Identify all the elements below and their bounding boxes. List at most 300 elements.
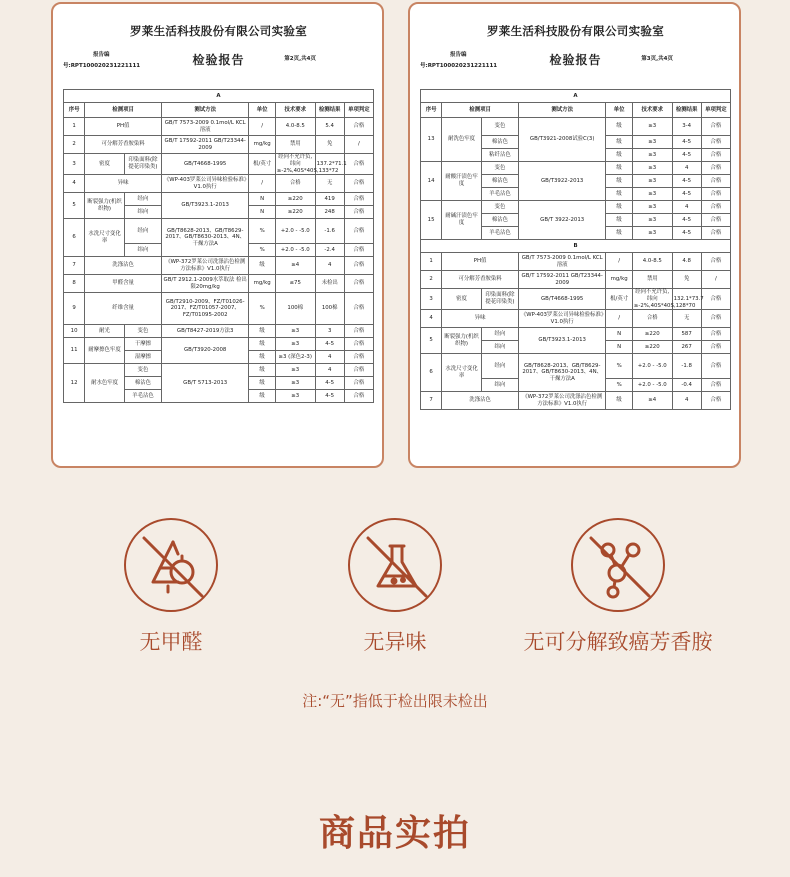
column-header: 序号 xyxy=(64,103,85,118)
cell-verdict: 合格 xyxy=(701,392,730,410)
report-title: 检验报告 xyxy=(549,53,602,67)
cell-unit: 级 xyxy=(606,392,632,410)
cell-verdict: 合格 xyxy=(344,257,373,275)
table-row xyxy=(64,275,374,293)
cell-test-item: 断裂强力(机织织物) xyxy=(442,328,482,354)
cell-verdict: 合格 xyxy=(701,310,730,328)
cell-result: 419 xyxy=(315,193,344,206)
table-row xyxy=(64,325,374,338)
test-report-page-2 xyxy=(51,2,384,468)
section-label: B xyxy=(421,240,731,253)
table-row xyxy=(64,136,374,154)
cell-test-method: GB/T4668-1995 xyxy=(161,154,248,175)
cell-verdict: 合格 xyxy=(344,175,373,193)
feature-no-formaldehyde xyxy=(56,518,286,656)
cell-requirement: ≥3 xyxy=(632,149,672,162)
column-header: 单项判定 xyxy=(701,103,730,118)
report-title: 检验报告 xyxy=(192,53,245,67)
cell-test-method: GB/T2910-2009、FZ/T01026-2017、FZ/T01057-2007、FZ/T01095-2002 xyxy=(161,293,248,325)
feature-label: 无异味 xyxy=(363,630,427,654)
cell-index: 9 xyxy=(64,293,85,325)
cell-index: 4 xyxy=(421,310,442,328)
cell-requirement: ≥3 xyxy=(632,162,672,175)
cell-test-method: GB/T 17592-2011 GB/T23344-2009 xyxy=(518,271,605,289)
cell-verdict: 合格 xyxy=(701,328,730,341)
cell-verdict: 合格 xyxy=(701,253,730,271)
report-number-caption: 报告编 xyxy=(93,52,110,58)
cell-requirement: +2.0 - -5.0 xyxy=(632,354,672,379)
table-row xyxy=(64,364,374,377)
cell-verdict: 合格 xyxy=(344,219,373,244)
column-header: 检测项目 xyxy=(85,103,162,118)
cell-requirement: +2.0 - -5.0 xyxy=(275,219,315,244)
cell-result: 4-5 xyxy=(672,227,701,240)
cell-verdict: 合格 xyxy=(701,149,730,162)
cell-requirement: ≥3 xyxy=(632,175,672,188)
cell-sub-item: 印染面料(除提花印染类) xyxy=(481,289,518,310)
cell-verdict: 合格 xyxy=(344,154,373,175)
table-header-row xyxy=(421,103,731,118)
cell-test-method: GB/T3922-2013 xyxy=(518,162,605,201)
cell-requirement: ≥3 xyxy=(275,364,315,377)
cell-unit: 级 xyxy=(606,149,632,162)
cell-test-item: 水洗尺寸变化率 xyxy=(442,354,482,392)
report-number: 号:RPT100020231221111 xyxy=(63,63,141,69)
cell-sub-item: 棉沾色 xyxy=(481,175,518,188)
cell-unit: 级 xyxy=(606,214,632,227)
report-header xyxy=(420,49,731,89)
cell-test-item: 洗涤沾色 xyxy=(85,257,162,275)
cell-result: 132.1*73.7 xyxy=(672,289,701,310)
cell-verdict: / xyxy=(701,271,730,289)
section-label: A xyxy=(64,90,374,103)
cell-result: -0.4 xyxy=(672,379,701,392)
table-row xyxy=(64,118,374,136)
table-row xyxy=(421,201,731,214)
cell-sub-item: 棉沾色 xyxy=(124,377,161,390)
cell-test-item: 密度 xyxy=(442,289,482,310)
cell-unit: 根/英寸 xyxy=(606,289,632,310)
cell-verdict: 合格 xyxy=(344,390,373,403)
cell-sub-item: 棉沾色 xyxy=(481,136,518,149)
cell-unit: mg/kg xyxy=(249,275,275,293)
cell-unit: 级 xyxy=(606,201,632,214)
cell-index: 4 xyxy=(64,175,85,193)
cell-unit: / xyxy=(249,175,275,193)
cell-requirement: ≥3 xyxy=(275,377,315,390)
cell-unit: 级 xyxy=(606,188,632,201)
cell-test-item: 可分解芳香胺染料 xyxy=(442,271,519,289)
cell-result: 4 xyxy=(672,162,701,175)
cell-index: 5 xyxy=(64,193,85,219)
cell-verdict: 合格 xyxy=(701,341,730,354)
cell-requirement: ≥4 xyxy=(275,257,315,275)
cell-unit: % xyxy=(249,244,275,257)
cell-unit: 级 xyxy=(606,136,632,149)
feature-no-carcinogenic-amine xyxy=(503,518,733,656)
report-page-indicator: 第3页,共4页 xyxy=(641,56,673,62)
cell-test-item: 异味 xyxy=(85,175,162,193)
cell-sub-item: 纬向 xyxy=(124,244,161,257)
cell-unit: 级 xyxy=(249,325,275,338)
cell-requirement: ≥3 xyxy=(632,227,672,240)
cell-result: -1.8 xyxy=(672,354,701,379)
cell-requirement: ≥3 (深色2-3) xyxy=(275,351,315,364)
cell-requirement: 合格 xyxy=(275,175,315,193)
section-row xyxy=(421,90,731,103)
cell-verdict: 合格 xyxy=(344,377,373,390)
no-carcinogenic-amine-icon xyxy=(571,518,665,612)
cell-test-method: 《WP-403罗莱公司异味检验标准》V1.0执行 xyxy=(518,310,605,328)
cell-index: 14 xyxy=(421,162,442,201)
column-header: 测试方法 xyxy=(518,103,605,118)
cell-test-method: GB/T 3922-2013 xyxy=(518,201,605,240)
cell-verdict: 合格 xyxy=(344,293,373,325)
cell-result: 4.8 xyxy=(672,253,701,271)
cell-requirement: ≥4 xyxy=(632,392,672,410)
cell-test-method: GB/T 2912.1-2009水萃取法 检出限20mg/kg xyxy=(161,275,248,293)
cell-requirement: +2.0 - -5.0 xyxy=(275,244,315,257)
cell-unit: / xyxy=(606,310,632,328)
cell-verdict: 合格 xyxy=(701,227,730,240)
cell-index: 6 xyxy=(421,354,442,392)
cell-verdict: 合格 xyxy=(344,351,373,364)
feature-label: 无可分解致癌芳香胺 xyxy=(523,630,713,654)
cell-result: 未检出 xyxy=(315,275,344,293)
cell-index: 11 xyxy=(64,338,85,364)
cell-requirement: 100棉 xyxy=(275,293,315,325)
cell-verdict: 合格 xyxy=(701,214,730,227)
cell-result: 5.4 xyxy=(315,118,344,136)
cell-sub-item: 经向 xyxy=(481,354,518,379)
cell-unit: 级 xyxy=(249,351,275,364)
cell-unit: / xyxy=(249,118,275,136)
cell-sub-item: 纬向 xyxy=(124,206,161,219)
cell-result: 4 xyxy=(315,351,344,364)
cell-test-method: GB/T 7573-2009 0.1mol/L KCL溶液 xyxy=(161,118,248,136)
safety-features xyxy=(0,518,790,668)
cell-sub-item: 经向 xyxy=(124,193,161,206)
cell-index: 10 xyxy=(64,325,85,338)
cell-result: 无 xyxy=(315,175,344,193)
cell-requirement: ≥3 xyxy=(275,325,315,338)
cell-requirement: 合格 xyxy=(632,310,672,328)
table-row xyxy=(64,257,374,275)
no-formaldehyde-icon xyxy=(124,518,218,612)
table-row xyxy=(64,175,374,193)
cell-verdict: / xyxy=(344,136,373,154)
cell-test-item: 耐摩擦色牢度 xyxy=(85,338,125,364)
cell-unit: N xyxy=(249,193,275,206)
report-organization: 罗莱生活科技股份有限公司实验室 xyxy=(487,24,664,38)
table-row xyxy=(64,219,374,244)
cell-unit: 级 xyxy=(249,257,275,275)
cell-result: 4-5 xyxy=(672,175,701,188)
cell-test-method: GB/T8628-2013、GB/T8629-2017、GB/T8630-2013、4N、干燥方法A xyxy=(161,219,248,257)
cell-sub-item: 纬向 xyxy=(481,379,518,392)
cell-requirement: ≥3 xyxy=(632,201,672,214)
cell-requirement: ≥220 xyxy=(632,341,672,354)
table-row xyxy=(64,193,374,206)
column-header: 检测项目 xyxy=(442,103,519,118)
cell-test-method: GB/T3923.1-2013 xyxy=(161,193,248,219)
section-label: A xyxy=(421,90,731,103)
cell-unit: mg/kg xyxy=(606,271,632,289)
table-row xyxy=(64,154,374,175)
cell-sub-item: 羊毛沾色 xyxy=(124,390,161,403)
table-row xyxy=(421,328,731,341)
cell-unit: 根/英寸 xyxy=(249,154,275,175)
cell-verdict: 合格 xyxy=(344,364,373,377)
section-row xyxy=(64,90,374,103)
cell-unit: / xyxy=(606,253,632,271)
cell-test-item: 异味 xyxy=(442,310,519,328)
cell-result: 248 xyxy=(315,206,344,219)
cell-result: 无 xyxy=(672,310,701,328)
cell-result: 4-5 xyxy=(672,188,701,201)
cell-requirement: ≥3 xyxy=(632,188,672,201)
cell-test-method: GB/T 17592-2011 GB/T23344-2009 xyxy=(161,136,248,154)
report-header xyxy=(63,49,374,89)
table-row xyxy=(421,271,731,289)
cell-result: 587 xyxy=(672,328,701,341)
cell-index: 1 xyxy=(64,118,85,136)
cell-test-item: 耐酸汗渍色牢度 xyxy=(442,162,482,201)
cell-sub-item: 变色 xyxy=(481,118,518,136)
cell-result: -1.6 xyxy=(315,219,344,244)
report-table xyxy=(63,89,374,403)
cell-result: 100棉 xyxy=(315,293,344,325)
section-title-product-photos: 商品实拍 xyxy=(318,813,471,854)
column-header: 检测结果 xyxy=(315,103,344,118)
cell-requirement: 4.0-8.5 xyxy=(275,118,315,136)
cell-sub-item: 纬向 xyxy=(481,341,518,354)
cell-result: 267 xyxy=(672,341,701,354)
cell-result: 免 xyxy=(315,136,344,154)
table-row xyxy=(421,354,731,379)
cell-verdict: 合格 xyxy=(344,118,373,136)
cell-result: 137.2*71.1 xyxy=(315,154,344,175)
cell-result: 4-5 xyxy=(315,377,344,390)
cell-sub-item: 干摩擦 xyxy=(124,338,161,351)
cell-index: 3 xyxy=(421,289,442,310)
cell-sub-item: 经向 xyxy=(124,219,161,244)
table-row xyxy=(421,289,731,310)
cell-test-item: 耐洗色牢度 xyxy=(442,118,482,162)
cell-requirement: 经向不允许负,纬向≥-2%,40S*40S,133*72 xyxy=(276,154,339,174)
cell-verdict: 合格 xyxy=(344,193,373,206)
cell-sub-item: 变色 xyxy=(124,325,161,338)
cell-result: 4-5 xyxy=(315,390,344,403)
cell-unit: % xyxy=(249,219,275,244)
cell-index: 2 xyxy=(421,271,442,289)
cell-verdict: 合格 xyxy=(701,175,730,188)
table-row xyxy=(64,338,374,351)
cell-test-method: GB/T4668-1995 xyxy=(518,289,605,310)
cell-test-method: GB/T3920-2008 xyxy=(161,338,248,364)
cell-requirement: ≥220 xyxy=(275,206,315,219)
cell-unit: % xyxy=(606,354,632,379)
cell-test-method: 《WP-372罗莱公司洗涤沾色检测方法标准》V1.0执行 xyxy=(518,392,605,410)
cell-index: 2 xyxy=(64,136,85,154)
cell-sub-item: 粘纤沾色 xyxy=(481,149,518,162)
cell-verdict: 合格 xyxy=(344,338,373,351)
cell-index: 7 xyxy=(421,392,442,410)
cell-verdict: 合格 xyxy=(701,354,730,379)
cell-verdict: 合格 xyxy=(344,275,373,293)
table-row xyxy=(421,253,731,271)
column-header: 检测结果 xyxy=(672,103,701,118)
cell-result: 4-5 xyxy=(672,214,701,227)
cell-requirement: 禁用 xyxy=(632,271,672,289)
cell-unit: N xyxy=(606,341,632,354)
cell-test-method: GB/T 5713-2013 xyxy=(161,364,248,403)
cell-requirement: ≥220 xyxy=(275,193,315,206)
cell-requirement: 禁用 xyxy=(275,136,315,154)
report-table xyxy=(420,89,731,410)
cell-index: 8 xyxy=(64,275,85,293)
cell-unit: mg/kg xyxy=(249,136,275,154)
column-header: 单位 xyxy=(606,103,632,118)
column-header: 单位 xyxy=(249,103,275,118)
cell-index: 7 xyxy=(64,257,85,275)
table-row xyxy=(421,118,731,136)
cell-requirement: ≤75 xyxy=(275,275,315,293)
cell-test-item: PH值 xyxy=(85,118,162,136)
cell-test-item: 水洗尺寸变化率 xyxy=(85,219,125,257)
cell-index: 5 xyxy=(421,328,442,354)
table-row xyxy=(421,162,731,175)
table-row xyxy=(421,392,731,410)
cell-test-item: 耐水色牢度 xyxy=(85,364,125,403)
cell-unit: % xyxy=(606,379,632,392)
cell-unit: 级 xyxy=(606,118,632,136)
section-row xyxy=(421,240,731,253)
cell-requirement: ≥3 xyxy=(632,214,672,227)
column-header: 单项判定 xyxy=(344,103,373,118)
cell-unit: N xyxy=(606,328,632,341)
cell-verdict: 合格 xyxy=(701,379,730,392)
cell-test-item: 耐碱汗渍色牢度 xyxy=(442,201,482,240)
cell-test-method: 《WP-403罗莱公司异味检验标准》V1.0执行 xyxy=(161,175,248,193)
column-header: 技术要求 xyxy=(275,103,315,118)
table-header-row xyxy=(64,103,374,118)
report-number-caption: 报告编 xyxy=(450,52,467,58)
cell-sub-item: 变色 xyxy=(481,162,518,175)
cell-verdict: 合格 xyxy=(701,118,730,136)
cell-verdict: 合格 xyxy=(701,136,730,149)
cell-index: 13 xyxy=(421,118,442,162)
cell-verdict: 合格 xyxy=(344,244,373,257)
report-page-indicator: 第2页,共4页 xyxy=(284,56,316,62)
cell-requirement: ≥3 xyxy=(632,118,672,136)
cell-requirement: ≥3 xyxy=(275,338,315,351)
cell-sub-item: 变色 xyxy=(481,201,518,214)
cell-requirement: ≥3 xyxy=(275,390,315,403)
report-organization: 罗莱生活科技股份有限公司实验室 xyxy=(130,24,307,38)
cell-index: 3 xyxy=(64,154,85,175)
feature-label: 无甲醛 xyxy=(139,630,203,654)
cell-result: 4 xyxy=(315,364,344,377)
cell-sub-item: 棉沾色 xyxy=(481,214,518,227)
cell-test-item: PH值 xyxy=(442,253,519,271)
cell-result: 4-5 xyxy=(672,136,701,149)
feature-no-odor xyxy=(280,518,510,656)
cell-unit: 级 xyxy=(249,390,275,403)
column-header: 技术要求 xyxy=(632,103,672,118)
cell-sub-item: 印染面料(除提花印染类) xyxy=(124,154,161,175)
cell-result: -2.4 xyxy=(315,244,344,257)
cell-result: 3 xyxy=(315,325,344,338)
cell-verdict: 合格 xyxy=(701,289,730,310)
cell-test-method: 《WP-372罗莱公司洗涤沾色检测方法标准》V1.0执行 xyxy=(161,257,248,275)
cell-unit: 级 xyxy=(249,377,275,390)
cell-index: 15 xyxy=(421,201,442,240)
cell-result: 4-5 xyxy=(672,149,701,162)
test-report-page-3 xyxy=(408,2,741,468)
cell-requirement: ≥3 xyxy=(632,136,672,149)
cell-test-item: 洗涤沾色 xyxy=(442,392,519,410)
cell-result: 4 xyxy=(672,201,701,214)
cell-index: 1 xyxy=(421,253,442,271)
cell-verdict: 合格 xyxy=(344,325,373,338)
table-row xyxy=(64,293,374,325)
cell-unit: N xyxy=(249,206,275,219)
cell-test-item: 密度 xyxy=(85,154,125,175)
cell-index: 12 xyxy=(64,364,85,403)
cell-result: 4-5 xyxy=(315,338,344,351)
column-header: 序号 xyxy=(421,103,442,118)
cell-result: 4 xyxy=(315,257,344,275)
column-header: 测试方法 xyxy=(161,103,248,118)
cell-unit: 级 xyxy=(606,175,632,188)
cell-unit: 级 xyxy=(249,338,275,351)
cell-result: 免 xyxy=(672,271,701,289)
cell-test-method: GB/T3923.1-2013 xyxy=(518,328,605,354)
cell-index: 6 xyxy=(64,219,85,257)
cell-verdict: 合格 xyxy=(701,188,730,201)
cell-sub-item: 羊毛沾色 xyxy=(481,227,518,240)
cell-test-item: 甲醛含量 xyxy=(85,275,162,293)
cell-requirement: +2.0 - -5.0 xyxy=(632,379,672,392)
cell-sub-item: 湿摩擦 xyxy=(124,351,161,364)
cell-test-item: 断裂强力(机织织物) xyxy=(85,193,125,219)
cell-test-method: GB/T 7573-2009 0.1mol/L KCL溶液 xyxy=(518,253,605,271)
cell-verdict: 合格 xyxy=(701,162,730,175)
cell-unit: 级 xyxy=(606,227,632,240)
table-row xyxy=(421,310,731,328)
cell-test-item: 纤维含量 xyxy=(85,293,162,325)
cell-test-method: GB/T3921-2008试验C(3) xyxy=(518,118,605,162)
cell-verdict: 合格 xyxy=(701,201,730,214)
cell-test-item: 可分解芳香胺染料 xyxy=(85,136,162,154)
cell-test-item: 耐光 xyxy=(85,325,125,338)
cell-requirement: 经向不允许负,纬向≥-2%,40S*40S,128*70 xyxy=(633,289,696,309)
cell-requirement: ≥220 xyxy=(632,328,672,341)
footnote: 注:“无”指低于检出限未检出 xyxy=(302,692,488,710)
cell-test-method: GB/T8427-2019方法3 xyxy=(161,325,248,338)
cell-result: 4 xyxy=(672,392,701,410)
cell-test-method: GB/T8628-2013、GB/T8629-2017、GB/T8630-2013、4N、干燥方法A xyxy=(518,354,605,392)
no-odor-flask-icon xyxy=(348,518,442,612)
cell-verdict: 合格 xyxy=(344,206,373,219)
cell-sub-item: 变色 xyxy=(124,364,161,377)
cell-sub-item: 羊毛沾色 xyxy=(481,188,518,201)
cell-unit: 级 xyxy=(606,162,632,175)
report-number: 号:RPT100020231221111 xyxy=(420,63,498,69)
cell-unit: 级 xyxy=(249,364,275,377)
cell-sub-item: 经向 xyxy=(481,328,518,341)
